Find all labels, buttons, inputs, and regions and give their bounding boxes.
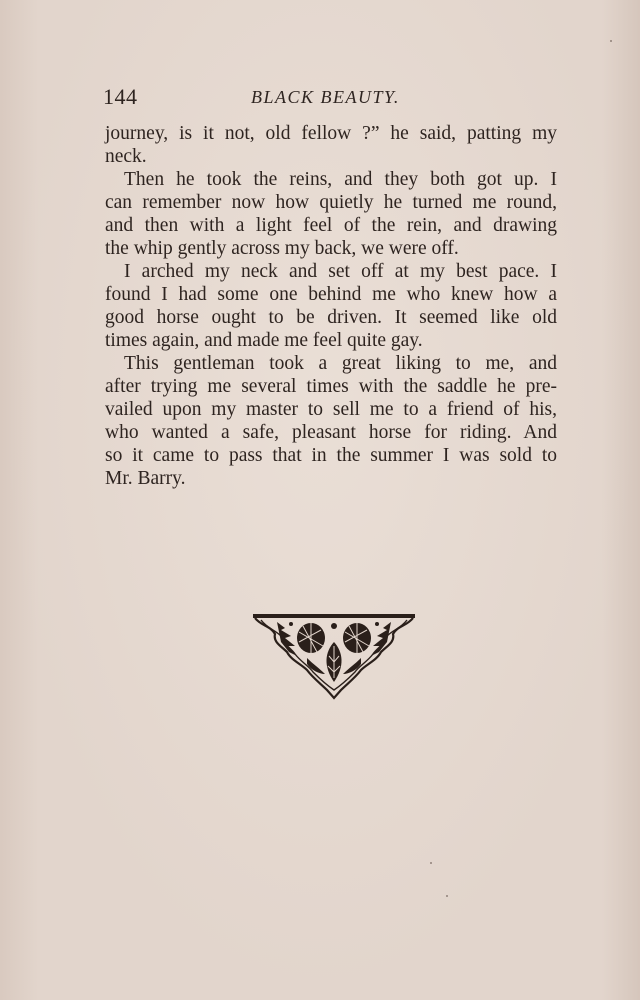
text-line: I arched my neck and set off at my best pace. I	[124, 261, 557, 282]
text-line: times again, and made me feel quite gay.	[105, 330, 423, 351]
text-line: the whip gently across my back, we were off.	[105, 238, 459, 259]
text-line: so it came to pass that in the summer I was sold to	[105, 445, 557, 466]
text-line: This gentleman took a great liking to me, and	[124, 353, 557, 374]
text-line: after trying me several times with the saddle he pre-	[105, 376, 557, 397]
body-text	[105, 122, 557, 490]
page-number: 144	[103, 84, 138, 109]
text-line: found I had some one behind me who knew how a	[105, 284, 557, 305]
page-header	[103, 84, 558, 110]
text-line: can remember now how quietly he turned me round,	[105, 192, 557, 213]
text-line: vailed upon my master to sell me to a friend of his,	[105, 399, 557, 420]
running-title: BLACK BEAUTY.	[251, 87, 400, 107]
text-line: neck.	[105, 146, 147, 167]
text-line: journey, is it not, old fellow ?” he said, patting my	[105, 123, 557, 144]
text-line: Mr. Barry.	[105, 468, 186, 489]
paragraph-4	[105, 352, 557, 490]
text-line: and then with a light feel of the rein, and drawing	[105, 215, 557, 236]
paragraph-3	[105, 260, 557, 352]
text-line: Then he took the reins, and they both got up. I	[124, 169, 557, 190]
text-line: who wanted a safe, pleasant horse for riding. And	[105, 422, 557, 443]
paper-speck	[430, 862, 432, 864]
text-line: good horse ought to be driven. It seemed like old	[105, 307, 557, 328]
paragraph-2	[105, 168, 557, 260]
paper-speck	[610, 40, 612, 42]
paper-speck	[446, 895, 448, 897]
paragraph-1	[105, 122, 557, 168]
thistle-tailpiece-ornament-icon	[251, 612, 417, 702]
